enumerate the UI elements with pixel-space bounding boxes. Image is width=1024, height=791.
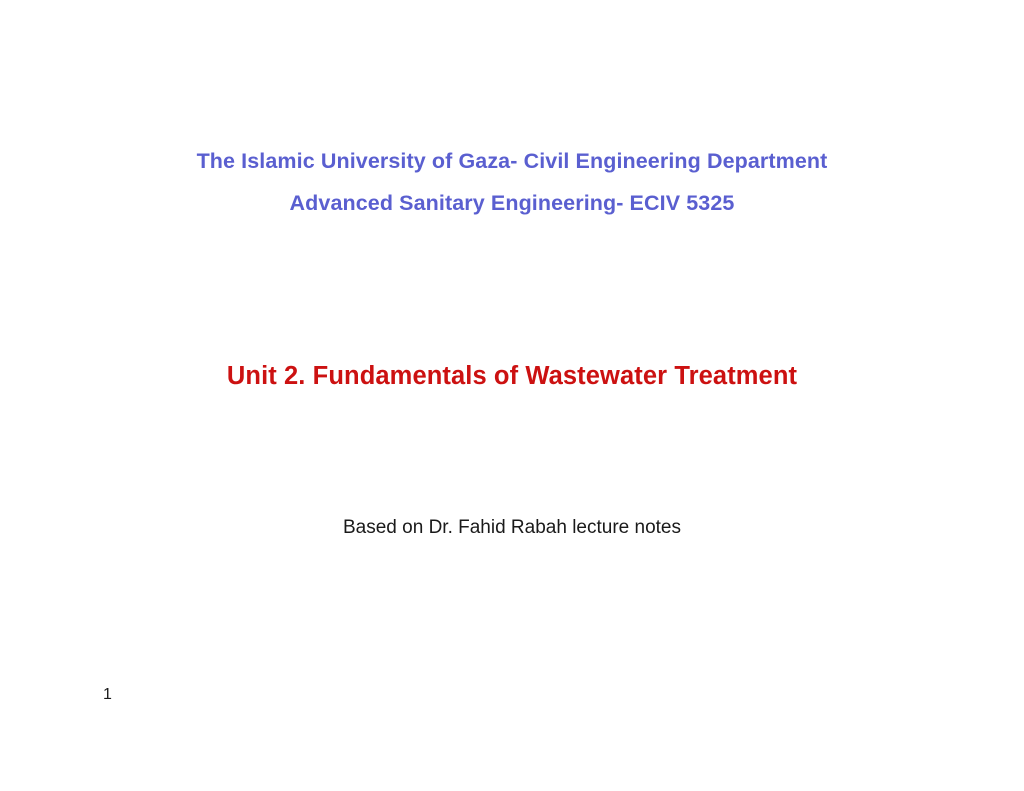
institution-line-1: The Islamic University of Gaza- Civil Engineering Department: [196, 149, 828, 173]
page-title: Unit 2. Fundamentals of Wastewater Treatment: [226, 362, 798, 390]
slide-credit-block: [0, 517, 1024, 539]
institution-line-2: Advanced Sanitary Engineering- ECIV 5325: [289, 191, 735, 215]
slide-title-block: [0, 362, 1024, 391]
credit-line: Based on Dr. Fahid Rabah lecture notes: [343, 517, 681, 538]
institution-header: [0, 140, 1024, 224]
page-number: 1: [103, 686, 112, 703]
